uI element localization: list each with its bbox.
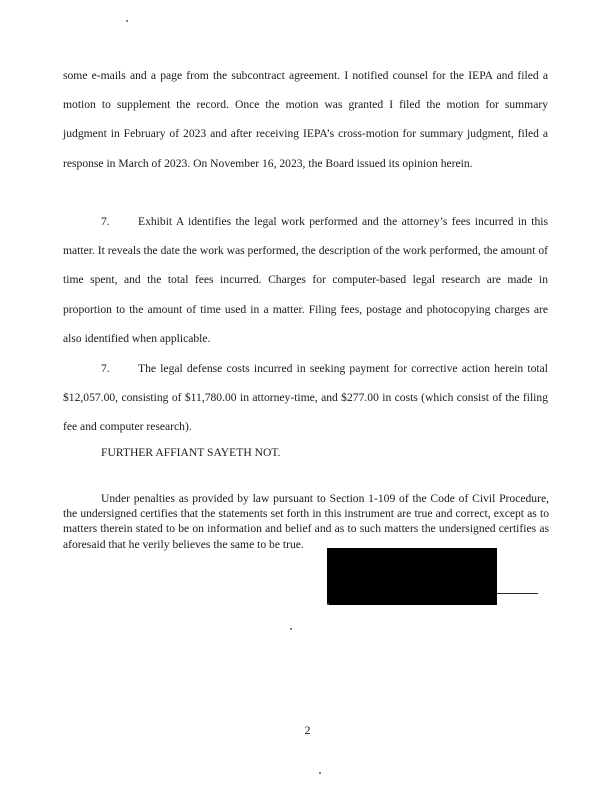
paragraph-7-exhibit-a xyxy=(63,207,548,353)
scan-speck xyxy=(327,603,329,605)
paragraph-text: The legal defense costs incurred in seeking payment for corrective action herein total $12,057.00, consisting of $11,780.00 in attorney-time, and $277.00 in costs (which consist of the filing fee and computer research). xyxy=(63,362,548,434)
paragraph-intro xyxy=(63,61,548,178)
paragraph-7-legal-costs xyxy=(63,354,548,442)
redacted-signature-block xyxy=(327,548,497,605)
signature-line xyxy=(497,593,538,594)
paragraph-text: Exhibit A identifies the legal work performed and the attorney’s fees incurred in this matter. It reveals the date the work was performed, the description of the work performed, the amount of time spent, and the total fees incurred. Charges for computer-based legal research are made in proportion to the amount of time used in a matter. Filing fees, postage and photocopying charges are also identified when applicable. xyxy=(63,215,548,345)
certification-paragraph: Under penalties as provided by law pursuant to Section 1-109 of the Code of Civil Procedure, the undersigned certifies that the statements set forth in this instrument are true and correct, except as to matters therein stated to be on information and belief and as to such matters the undersigned certifies as aforesaid that he verily believes the same to be true. xyxy=(63,492,549,551)
scan-speck xyxy=(319,772,321,774)
further-affiant-line: FURTHER AFFIANT SAYETH NOT. xyxy=(101,446,281,459)
scan-speck xyxy=(290,628,292,630)
paragraph-number: 7. xyxy=(101,362,110,375)
page-number: 2 xyxy=(304,723,311,737)
scan-speck xyxy=(126,20,128,22)
paragraph-intro-text: some e-mails and a page from the subcontract agreement. I notified counsel for the IEPA and filed a motion to supplement the record. Once the motion was granted I filed the motion for summary judgment in February of 2023 and after receiving IEPA’s cross-motion for summary judgment, filed a response in March of 2023. On November 16, 2023, the Board issued its opinion herein. xyxy=(63,69,548,170)
paragraph-number: 7. xyxy=(101,215,110,228)
